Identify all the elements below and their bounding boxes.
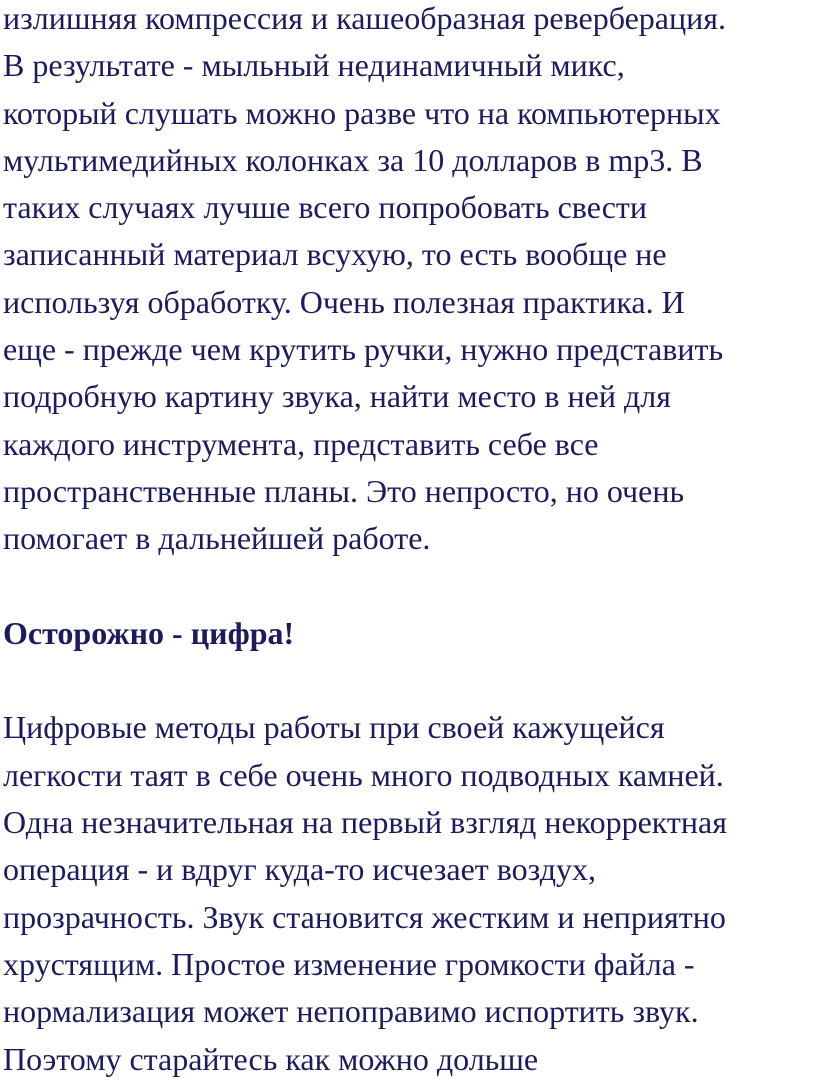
text-line: пространственные планы. Это непросто, но очень: [3, 472, 685, 509]
text-line: излишняя компрессия и кашеобразная реверберация.: [3, 0, 726, 36]
text-line: таких случаях лучше всего попробовать свести: [3, 189, 647, 226]
paragraph-digital-methods: [3, 704, 815, 1082]
text-line: Поэтому старайтесь как можно дольше: [3, 1040, 539, 1077]
document-page: [3, 0, 815, 1083]
text-line: записанный материал всухую, то есть вообще не: [3, 236, 667, 273]
text-line: помогает в дальнейшей работе.: [3, 520, 431, 557]
text-line: еще - прежде чем крутить ручки, нужно представить: [3, 331, 724, 368]
text-line: который слушать можно разве что на компьютерных: [3, 94, 721, 131]
text-line: прозрачность. Звук становится жестким и неприятно: [3, 898, 726, 935]
text-line: подробную картину звука, найти место в ней для: [3, 378, 671, 415]
text-line: В результате - мыльный нединамичный микс,: [3, 47, 625, 84]
text-line: используя обработку. Очень полезная практика. И: [3, 283, 685, 320]
text-line: мультимедийных колонках за 10 долларов в mp3. В: [3, 141, 703, 178]
text-line: Цифровые методы работы при своей кажущейся: [3, 709, 665, 746]
paragraph-spacer: [3, 657, 815, 704]
paragraph-mixing-advice: [3, 0, 815, 563]
text-line: Одна незначительная на первый взгляд некорректная: [3, 804, 727, 841]
text-line: хрустящим. Простое изменение громкости файла -: [3, 945, 695, 982]
paragraph-spacer: [3, 563, 815, 610]
text-line: легкости таят в себе очень много подводных камней.: [3, 756, 724, 793]
text-line: операция - и вдруг куда-то исчезает воздух,: [3, 851, 596, 888]
text-line: нормализация может непоправимо испортить звук.: [3, 993, 699, 1030]
section-heading: Осторожно - цифра!: [3, 614, 295, 651]
text-line: каждого инструмента, представить себе все: [3, 425, 599, 462]
